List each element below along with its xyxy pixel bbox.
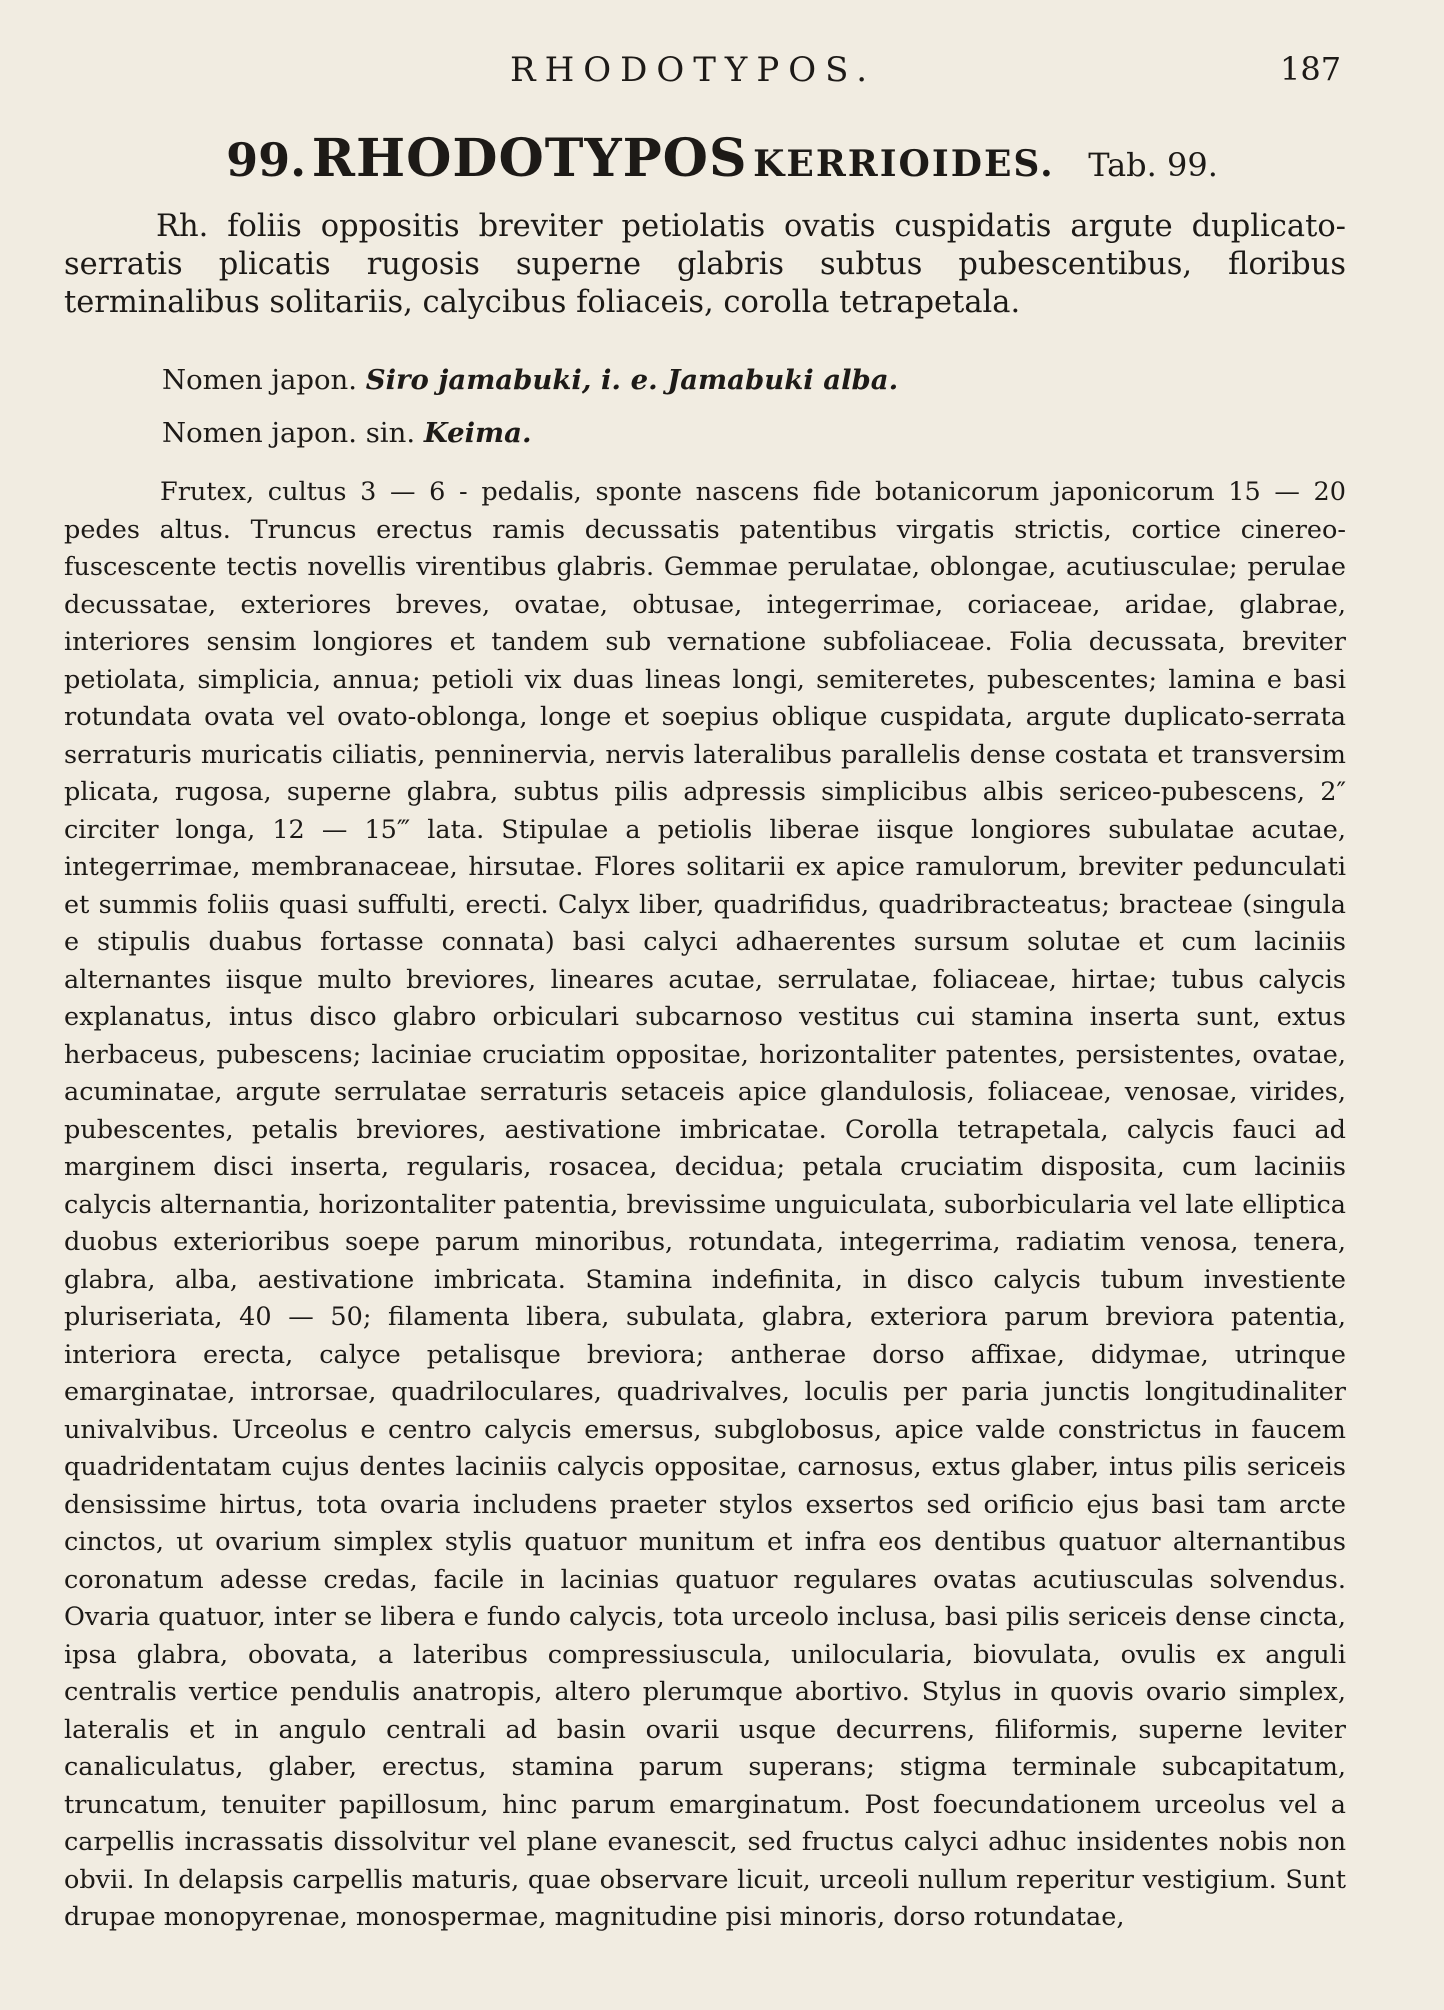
genus-name: RHODOTYPOS [311, 128, 748, 189]
sino-japanese-name-value: Keima. [423, 417, 532, 449]
japanese-name-line [162, 364, 898, 396]
japanese-name-label: Nomen japon. [162, 364, 357, 396]
plate-reference: Tab. 99. [1088, 146, 1218, 184]
japanese-name-value: Siro jamabuki, i. e. Jamabuki alba. [365, 364, 899, 396]
page-number: 187 [1280, 50, 1342, 88]
diagnosis-paragraph: Rh. foliis oppositis breviter petiolatis ovatis cuspidatis argute duplicato-serratis plicatis rugosis superne glabris subtus pubescentibus, floribus terminalibus solitariis, calycibus foliaceis, corolla tetrapetala. [64, 209, 1346, 320]
sino-japanese-name-line [162, 417, 532, 449]
description-paragraph: Frutex, cultus 3 — 6 - pedalis, sponte nascens fide botanicorum japonicorum 15 — 20 pedes altus. Truncus erectus ramis decussatis patentibus virgatis strictis, cortice cinereo-fuscescente tectis novellis virentibus glabris. Gemmae perulatae, oblongae, acutiusculae; perulae decussatae, exteriores breves, ovatae, obtusae, integerrimae, coriaceae, aridae, glabrae, interiores sensim longiores et tandem sub vernatione subfoliaceae. Folia decussata, breviter petiolata, simplicia, annua; petioli vix duas lineas longi, semiteretes, pubescentes; lamina e basi rotundata ovata vel ovato-oblonga, longe et soepius oblique cuspidata, argute duplicato-serrata serraturis muricatis ciliatis, penninervia, nervis lateralibus parallelis dense costata et transversim plicata, rugosa, superne glabra, subtus pilis adpressis simplicibus albis sericeo-pubescens, 2″ circiter longa, 12 — 15‴ lata. Stipulae a petiolis liberae iisque longiores subulatae acutae, integerrimae, membranaceae, hirsutae. Flores solitarii ex apice ramulorum, breviter pedunculati et summis foliis quasi suffulti, erecti. Calyx liber, quadrifidus, quadribracteatus; bracteae (singula e stipulis duabus fortasse connata) basi calyci adhaerentes sursum solutae et cum laciniis alternantes iisque multo breviores, lineares acutae, serrulatae, foliaceae, hirtae; tubus calycis explanatus, intus disco glabro orbiculari subcarnoso vestitus cui stamina inserta sunt, extus herbaceus, pubescens; laciniae cruciatim oppositae, horizontaliter patentes, persistentes, ovatae, acuminatae, argute serrulatae serraturis setaceis apice glandulosis, foliaceae, venosae, virides, pubescentes, petalis breviores, aestivatione imbricatae. Corolla tetrapetala, calycis fauci ad marginem disci inserta, regularis, rosacea, decidua; petala cruciatim disposita, cum laciniis calycis alternantia, horizontaliter patentia, brevissime unguiculata, suborbicularia vel late elliptica duobus exterioribus soepe parum minoribus, rotundata, integerrima, radiatim venosa, tenera, glabra, alba, aestivatione imbricata. Stamina indefinita, in disco calycis tubum investiente pluriseriata, 40 — 50; filamenta libera, subulata, glabra, exteriora parum breviora patentia, interiora erecta, calyce petalisque breviora; antherae dorso affixae, didymae, utrinque emarginatae, introrsae, quadriloculares, quadrivalves, loculis per paria junctis longitudinaliter univalvibus. Urceolus e centro calycis emersus, subglobosus, apice valde constrictus in faucem quadridentatam cujus dentes laciniis calycis oppositae, carnosus, extus glaber, intus pilis sericeis densissime hirtus, tota ovaria includens praeter stylos exsertos sed orificio ejus basi tam arcte cinctos, ut ovarium simplex stylis quatuor munitum et infra eos dentibus quatuor alternantibus coronatum adesse credas, facile in lacinias quatuor regulares ovatas acutiusculas solvendus. Ovaria quatuor, inter se libera e fundo calycis, tota urceolo inclusa, basi pilis sericeis dense cincta, ipsa glabra, obovata, a lateribus compressiuscula, unilocularia, biovulata, ovulis ex anguli centralis vertice pendulis anatropis, altero plerumque abortivo. Stylus in quovis ovario simplex, lateralis et in angulo centrali ad basin ovarii usque decurrens, filiformis, superne leviter canaliculatus, glaber, erectus, stamina parum superans; stigma terminale subcapitatum, truncatum, tenuiter papillosum, hinc parum emarginatum. Post foecundationem urceolus vel a carpellis incrassatis dissolvitur vel plane evanescit, sed fructus calyci adhuc insidentes nobis non obvii. In delapsis carpellis maturis, quae observare licuit, urceoli nullum reperitur vestigium. Sunt drupae monopyrenae, monospermae, magnitudine pisi minoris, dorso rotundatae, [64, 477, 1346, 1932]
species-number: 99. [226, 133, 307, 187]
running-title: RHODOTYPOS. [510, 50, 877, 90]
species-epithet: KERRIOIDES. [753, 143, 1055, 185]
sino-japanese-name-label: Nomen japon. sin. [162, 417, 416, 449]
running-head [0, 50, 1444, 90]
species-heading [0, 128, 1444, 189]
